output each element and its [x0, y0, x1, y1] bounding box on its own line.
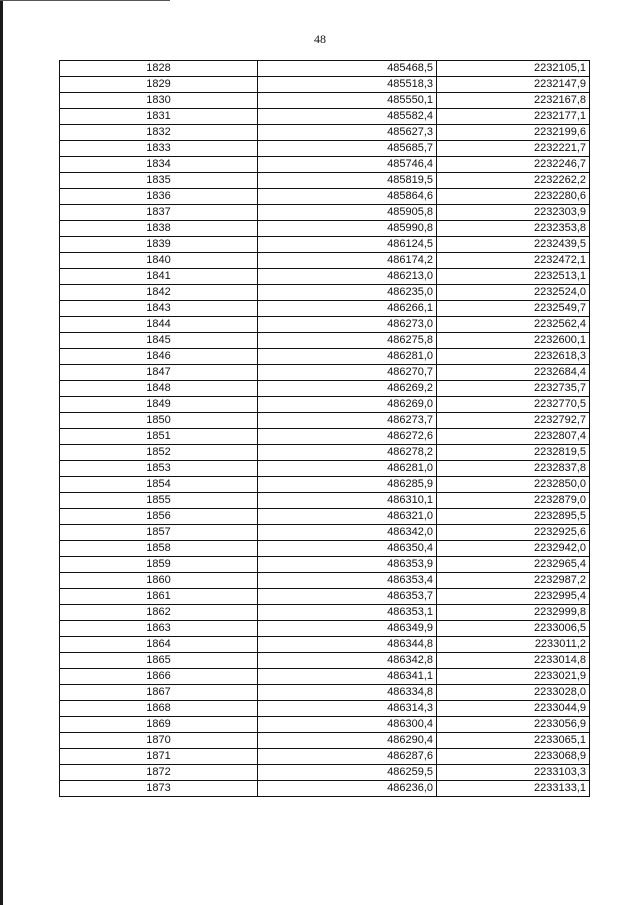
point-number-cell: 1868: [60, 701, 258, 717]
x-coordinate-cell: 486342,0: [258, 525, 437, 541]
y-coordinate-cell: 2233006,5: [437, 621, 590, 637]
point-number-cell: 1835: [60, 173, 258, 189]
point-number-cell: 1829: [60, 77, 258, 93]
y-coordinate-cell: 2232879,0: [437, 493, 590, 509]
table-row: [60, 541, 590, 557]
table-row: [60, 285, 590, 301]
point-number-cell: 1840: [60, 253, 258, 269]
table-row: [60, 365, 590, 381]
coordinates-table: [59, 60, 590, 797]
table-row: [60, 413, 590, 429]
table-row: [60, 733, 590, 749]
y-coordinate-cell: 2233044,9: [437, 701, 590, 717]
point-number-cell: 1852: [60, 445, 258, 461]
table-row: [60, 621, 590, 637]
point-number-cell: 1858: [60, 541, 258, 557]
table-row: [60, 509, 590, 525]
table-row: [60, 173, 590, 189]
x-coordinate-cell: 485582,4: [258, 109, 437, 125]
x-coordinate-cell: 486287,6: [258, 749, 437, 765]
x-coordinate-cell: 486259,5: [258, 765, 437, 781]
x-coordinate-cell: 485905,8: [258, 205, 437, 221]
point-number-cell: 1833: [60, 141, 258, 157]
y-coordinate-cell: 2232472,1: [437, 253, 590, 269]
y-coordinate-cell: 2232807,4: [437, 429, 590, 445]
point-number-cell: 1855: [60, 493, 258, 509]
y-coordinate-cell: 2232850,0: [437, 477, 590, 493]
table-row: [60, 637, 590, 653]
x-coordinate-cell: 486236,0: [258, 781, 437, 797]
table-row: [60, 253, 590, 269]
table-row: [60, 749, 590, 765]
point-number-cell: 1844: [60, 317, 258, 333]
x-coordinate-cell: 485746,4: [258, 157, 437, 173]
point-number-cell: 1830: [60, 93, 258, 109]
y-coordinate-cell: 2232837,8: [437, 461, 590, 477]
x-coordinate-cell: 486273,7: [258, 413, 437, 429]
table-row: [60, 605, 590, 621]
x-coordinate-cell: 486285,9: [258, 477, 437, 493]
point-number-cell: 1843: [60, 301, 258, 317]
x-coordinate-cell: 486269,0: [258, 397, 437, 413]
x-coordinate-cell: 486350,4: [258, 541, 437, 557]
y-coordinate-cell: 2232792,7: [437, 413, 590, 429]
table-row: [60, 429, 590, 445]
table-row: [60, 557, 590, 573]
x-coordinate-cell: 486353,1: [258, 605, 437, 621]
y-coordinate-cell: 2232925,6: [437, 525, 590, 541]
y-coordinate-cell: 2232895,5: [437, 509, 590, 525]
y-coordinate-cell: 2232618,3: [437, 349, 590, 365]
point-number-cell: 1839: [60, 237, 258, 253]
x-coordinate-cell: 486124,5: [258, 237, 437, 253]
y-coordinate-cell: 2232513,1: [437, 269, 590, 285]
y-coordinate-cell: 2232562,4: [437, 317, 590, 333]
table-row: [60, 205, 590, 221]
point-number-cell: 1834: [60, 157, 258, 173]
x-coordinate-cell: 486321,0: [258, 509, 437, 525]
table-row: [60, 333, 590, 349]
table-row: [60, 61, 590, 77]
y-coordinate-cell: 2233021,9: [437, 669, 590, 685]
table-row: [60, 477, 590, 493]
y-coordinate-cell: 2233028,0: [437, 685, 590, 701]
y-coordinate-cell: 2232549,7: [437, 301, 590, 317]
y-coordinate-cell: 2232353,8: [437, 221, 590, 237]
y-coordinate-cell: 2233065,1: [437, 733, 590, 749]
y-coordinate-cell: 2232280,6: [437, 189, 590, 205]
table-row: [60, 317, 590, 333]
y-coordinate-cell: 2233014,8: [437, 653, 590, 669]
x-coordinate-cell: 486235,0: [258, 285, 437, 301]
x-coordinate-cell: 485990,8: [258, 221, 437, 237]
table-row: [60, 765, 590, 781]
page-number: 48: [314, 32, 326, 46]
x-coordinate-cell: 486310,1: [258, 493, 437, 509]
table-row: [60, 269, 590, 285]
x-coordinate-cell: 486281,0: [258, 349, 437, 365]
point-number-cell: 1850: [60, 413, 258, 429]
table-row: [60, 237, 590, 253]
x-coordinate-cell: 486213,0: [258, 269, 437, 285]
table-row: [60, 349, 590, 365]
y-coordinate-cell: 2232303,9: [437, 205, 590, 221]
table-row: [60, 397, 590, 413]
point-number-cell: 1869: [60, 717, 258, 733]
x-coordinate-cell: 485685,7: [258, 141, 437, 157]
y-coordinate-cell: 2232995,4: [437, 589, 590, 605]
table-row: [60, 189, 590, 205]
point-number-cell: 1848: [60, 381, 258, 397]
table-row: [60, 445, 590, 461]
table-row: [60, 685, 590, 701]
point-number-cell: 1846: [60, 349, 258, 365]
x-coordinate-cell: 486269,2: [258, 381, 437, 397]
point-number-cell: 1837: [60, 205, 258, 221]
y-coordinate-cell: 2232221,7: [437, 141, 590, 157]
scan-border-top: [0, 0, 170, 1]
x-coordinate-cell: 486275,8: [258, 333, 437, 349]
x-coordinate-cell: 486353,7: [258, 589, 437, 605]
y-coordinate-cell: 2232105,1: [437, 61, 590, 77]
scan-border-left: [0, 0, 3, 905]
point-number-cell: 1832: [60, 125, 258, 141]
point-number-cell: 1828: [60, 61, 258, 77]
point-number-cell: 1862: [60, 605, 258, 621]
y-coordinate-cell: 2232167,8: [437, 93, 590, 109]
x-coordinate-cell: 486344,8: [258, 637, 437, 653]
point-number-cell: 1871: [60, 749, 258, 765]
point-number-cell: 1857: [60, 525, 258, 541]
x-coordinate-cell: 486281,0: [258, 461, 437, 477]
point-number-cell: 1841: [60, 269, 258, 285]
x-coordinate-cell: 486349,9: [258, 621, 437, 637]
point-number-cell: 1831: [60, 109, 258, 125]
point-number-cell: 1866: [60, 669, 258, 685]
y-coordinate-cell: 2232965,4: [437, 557, 590, 573]
point-number-cell: 1863: [60, 621, 258, 637]
table-row: [60, 669, 590, 685]
y-coordinate-cell: 2232999,8: [437, 605, 590, 621]
point-number-cell: 1842: [60, 285, 258, 301]
x-coordinate-cell: 486174,2: [258, 253, 437, 269]
y-coordinate-cell: 2233133,1: [437, 781, 590, 797]
x-coordinate-cell: 486278,2: [258, 445, 437, 461]
table-row: [60, 461, 590, 477]
point-number-cell: 1849: [60, 397, 258, 413]
point-number-cell: 1847: [60, 365, 258, 381]
y-coordinate-cell: 2232199,6: [437, 125, 590, 141]
point-number-cell: 1845: [60, 333, 258, 349]
y-coordinate-cell: 2232684,4: [437, 365, 590, 381]
y-coordinate-cell: 2232942,0: [437, 541, 590, 557]
x-coordinate-cell: 486341,1: [258, 669, 437, 685]
point-number-cell: 1864: [60, 637, 258, 653]
point-number-cell: 1838: [60, 221, 258, 237]
point-number-cell: 1856: [60, 509, 258, 525]
y-coordinate-cell: 2232600,1: [437, 333, 590, 349]
table-row: [60, 157, 590, 173]
table-row: [60, 77, 590, 93]
y-coordinate-cell: 2232735,7: [437, 381, 590, 397]
table-row: [60, 141, 590, 157]
table-row: [60, 589, 590, 605]
x-coordinate-cell: 486353,9: [258, 557, 437, 573]
coordinates-table-body: [60, 61, 590, 797]
y-coordinate-cell: 2232524,0: [437, 285, 590, 301]
x-coordinate-cell: 485550,1: [258, 93, 437, 109]
x-coordinate-cell: 485518,3: [258, 77, 437, 93]
x-coordinate-cell: 485468,5: [258, 61, 437, 77]
table-row: [60, 525, 590, 541]
point-number-cell: 1859: [60, 557, 258, 573]
point-number-cell: 1872: [60, 765, 258, 781]
x-coordinate-cell: 486334,8: [258, 685, 437, 701]
x-coordinate-cell: 485864,6: [258, 189, 437, 205]
table-row: [60, 717, 590, 733]
point-number-cell: 1860: [60, 573, 258, 589]
table-row: [60, 781, 590, 797]
x-coordinate-cell: 486290,4: [258, 733, 437, 749]
table-row: [60, 653, 590, 669]
x-coordinate-cell: 486300,4: [258, 717, 437, 733]
table-row: [60, 573, 590, 589]
y-coordinate-cell: 2232770,5: [437, 397, 590, 413]
y-coordinate-cell: 2232439,5: [437, 237, 590, 253]
x-coordinate-cell: 486314,3: [258, 701, 437, 717]
point-number-cell: 1873: [60, 781, 258, 797]
table-row: [60, 109, 590, 125]
x-coordinate-cell: 486270,7: [258, 365, 437, 381]
y-coordinate-cell: 2233011,2: [437, 637, 590, 653]
x-coordinate-cell: 486266,1: [258, 301, 437, 317]
y-coordinate-cell: 2232177,1: [437, 109, 590, 125]
x-coordinate-cell: 486272,6: [258, 429, 437, 445]
table-row: [60, 93, 590, 109]
y-coordinate-cell: 2233068,9: [437, 749, 590, 765]
x-coordinate-cell: 486273,0: [258, 317, 437, 333]
y-coordinate-cell: 2232819,5: [437, 445, 590, 461]
point-number-cell: 1836: [60, 189, 258, 205]
point-number-cell: 1861: [60, 589, 258, 605]
point-number-cell: 1867: [60, 685, 258, 701]
y-coordinate-cell: 2232246,7: [437, 157, 590, 173]
point-number-cell: 1851: [60, 429, 258, 445]
x-coordinate-cell: 485627,3: [258, 125, 437, 141]
table-row: [60, 493, 590, 509]
table-row: [60, 221, 590, 237]
y-coordinate-cell: 2232262,2: [437, 173, 590, 189]
x-coordinate-cell: 485819,5: [258, 173, 437, 189]
y-coordinate-cell: 2233056,9: [437, 717, 590, 733]
point-number-cell: 1865: [60, 653, 258, 669]
table-row: [60, 301, 590, 317]
point-number-cell: 1854: [60, 477, 258, 493]
point-number-cell: 1853: [60, 461, 258, 477]
y-coordinate-cell: 2232987,2: [437, 573, 590, 589]
y-coordinate-cell: 2232147,9: [437, 77, 590, 93]
table-row: [60, 701, 590, 717]
point-number-cell: 1870: [60, 733, 258, 749]
x-coordinate-cell: 486353,4: [258, 573, 437, 589]
x-coordinate-cell: 486342,8: [258, 653, 437, 669]
y-coordinate-cell: 2233103,3: [437, 765, 590, 781]
table-row: [60, 125, 590, 141]
table-row: [60, 381, 590, 397]
